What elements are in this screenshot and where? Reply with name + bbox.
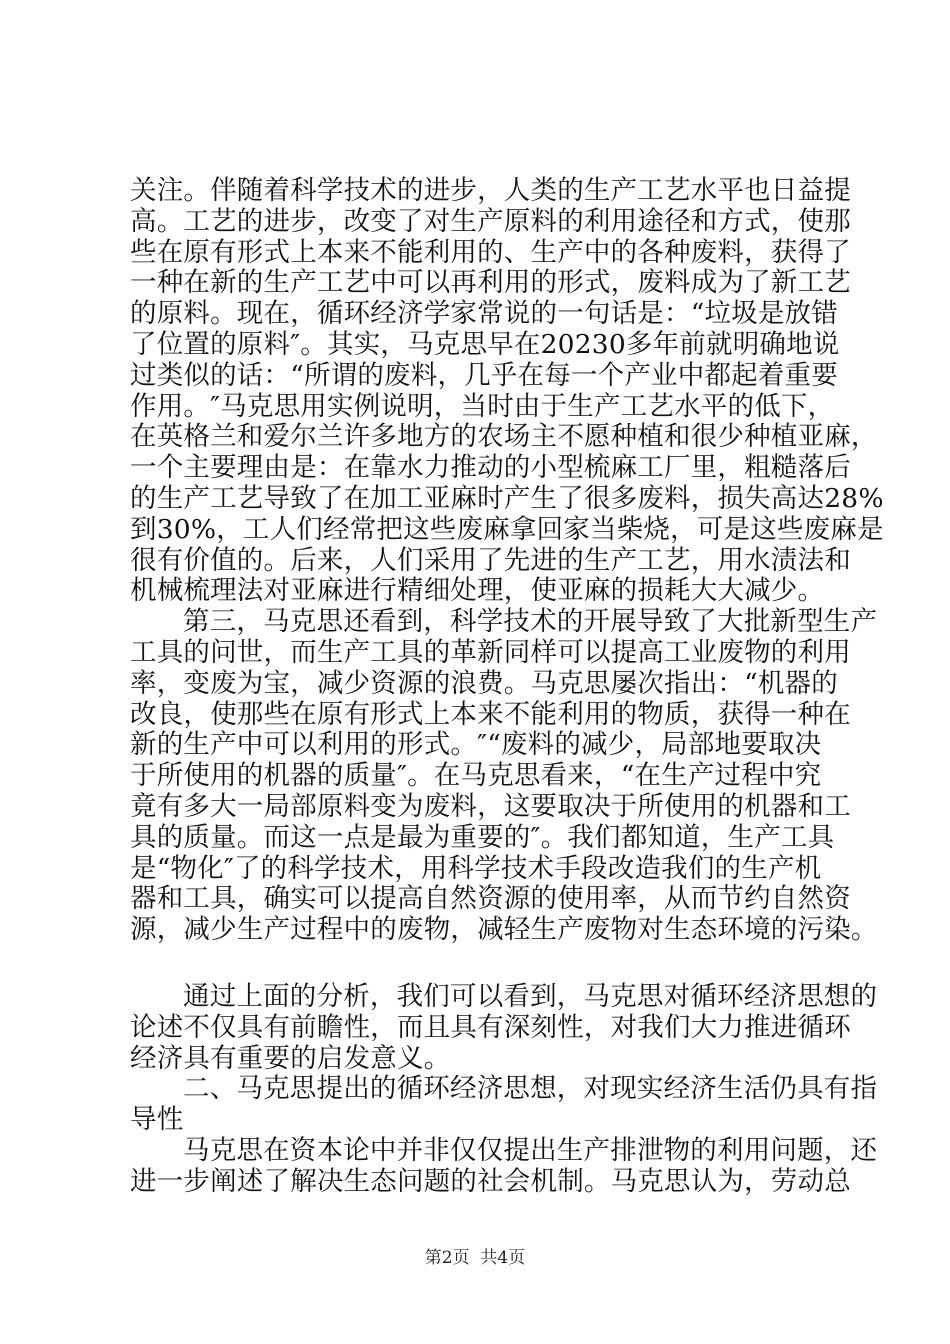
text-line: 一种在新的生产工艺中可以再利用的形式，废料成为了新工艺 — [130, 267, 851, 299]
text-line: 改良，使那些在原有形式上本来不能利用的物质，获得一种在 — [130, 698, 851, 730]
text-line: 高。工艺的进步，改变了对生产原料的利用途径和方式，使那 — [130, 205, 851, 237]
text-line: 具的质量。而这一点是最为重要的″。我们都知道，生产工具 — [130, 821, 835, 853]
text-line: 第三，马克思还看到，科学技术的开展导致了大批新型生产 — [183, 606, 878, 638]
page-number-label: 第2页 共4页 — [424, 1248, 526, 1268]
document-body — [130, 175, 884, 1198]
text-line: 一个主要理由是：在靠水力推动的小型梳麻工厂里，粗糙落后 — [130, 452, 851, 484]
paragraph-gap — [130, 946, 850, 982]
text-line: 源，减少生产过程中的废物，减轻生产废物对生态环境的污染。 — [130, 914, 878, 946]
text-line: 导性 — [130, 1104, 184, 1136]
text-line: 了位置的原料″。其实，马克思早在20230多年前就明确地说 — [130, 328, 840, 360]
text-line: 马克思在资本论中并非仅仅提出生产排泄物的利用问题，还 — [183, 1134, 878, 1166]
text-line: 的生产工艺导致了在加工亚麻时产生了很多废料，损失高达28% — [130, 482, 884, 514]
text-line: 机械梳理法对亚麻进行精细处理，使亚麻的损耗大大减少。 — [130, 575, 825, 607]
page-footer — [0, 1243, 950, 1268]
text-line: 器和工具，确实可以提高自然资源的使用率，从而节约自然资 — [130, 883, 851, 915]
text-line: 经济具有重要的启发意义。 — [130, 1042, 451, 1074]
text-line: 在英格兰和爱尔兰许多地方的农场主不愿种植和很少种植亚麻， — [130, 421, 878, 453]
text-line: 进一步阐述了解决生态问题的社会机制。马克思认为，劳动总 — [130, 1165, 851, 1197]
text-line: 过类似的话：“所谓的废料，几乎在每一个产业中都起着重要 — [130, 359, 838, 391]
text-line: 竟有多大一局部原料变为废料，这要取决于所使用的机器和工 — [130, 790, 851, 822]
text-line: 是“物化″了的科学技术，用科学技术手段改造我们的生产机 — [130, 852, 822, 884]
text-line: 作用。″马克思用实例说明，当时由于生产工艺水平的低下， — [130, 390, 835, 422]
text-line: 于所使用的机器的质量″。在马克思看来，“在生产过程中究 — [130, 760, 822, 792]
text-line: 工具的问世，而生产工具的革新同样可以提高工业废物的利用 — [130, 636, 851, 668]
text-line: 很有价值的。后来，人们采用了先进的生产工艺，用水渍法和 — [130, 544, 851, 576]
text-line: 的原料。现在，循环经济学家常说的一句话是：“垃圾是放错 — [130, 298, 838, 330]
text-line: 些在原有形式上本来不能利用的、生产中的各种废料，获得了 — [130, 236, 851, 268]
text-line: 到30%，工人们经常把这些废麻拿回家当柴烧，可是这些废麻是 — [130, 513, 884, 545]
text-line: 新的生产中可以利用的形式。″“废料的减少，局部地要取决 — [130, 729, 822, 761]
text-line: 二、马克思提出的循环经济思想，对现实经济生活仍具有指 — [183, 1073, 878, 1105]
text-line: 通过上面的分析，我们可以看到，马克思对循环经济思想的 — [183, 980, 878, 1012]
text-line: 率，变废为宝，减少资源的浪费。马克思屡次指出：“机器的 — [130, 667, 838, 699]
text-line: 关注。伴随着科学技术的进步，人类的生产工艺水平也日益提 — [130, 175, 851, 206]
text-line: 论述不仅具有前瞻性，而且具有深刻性，对我们大力推进循环 — [130, 1011, 851, 1043]
